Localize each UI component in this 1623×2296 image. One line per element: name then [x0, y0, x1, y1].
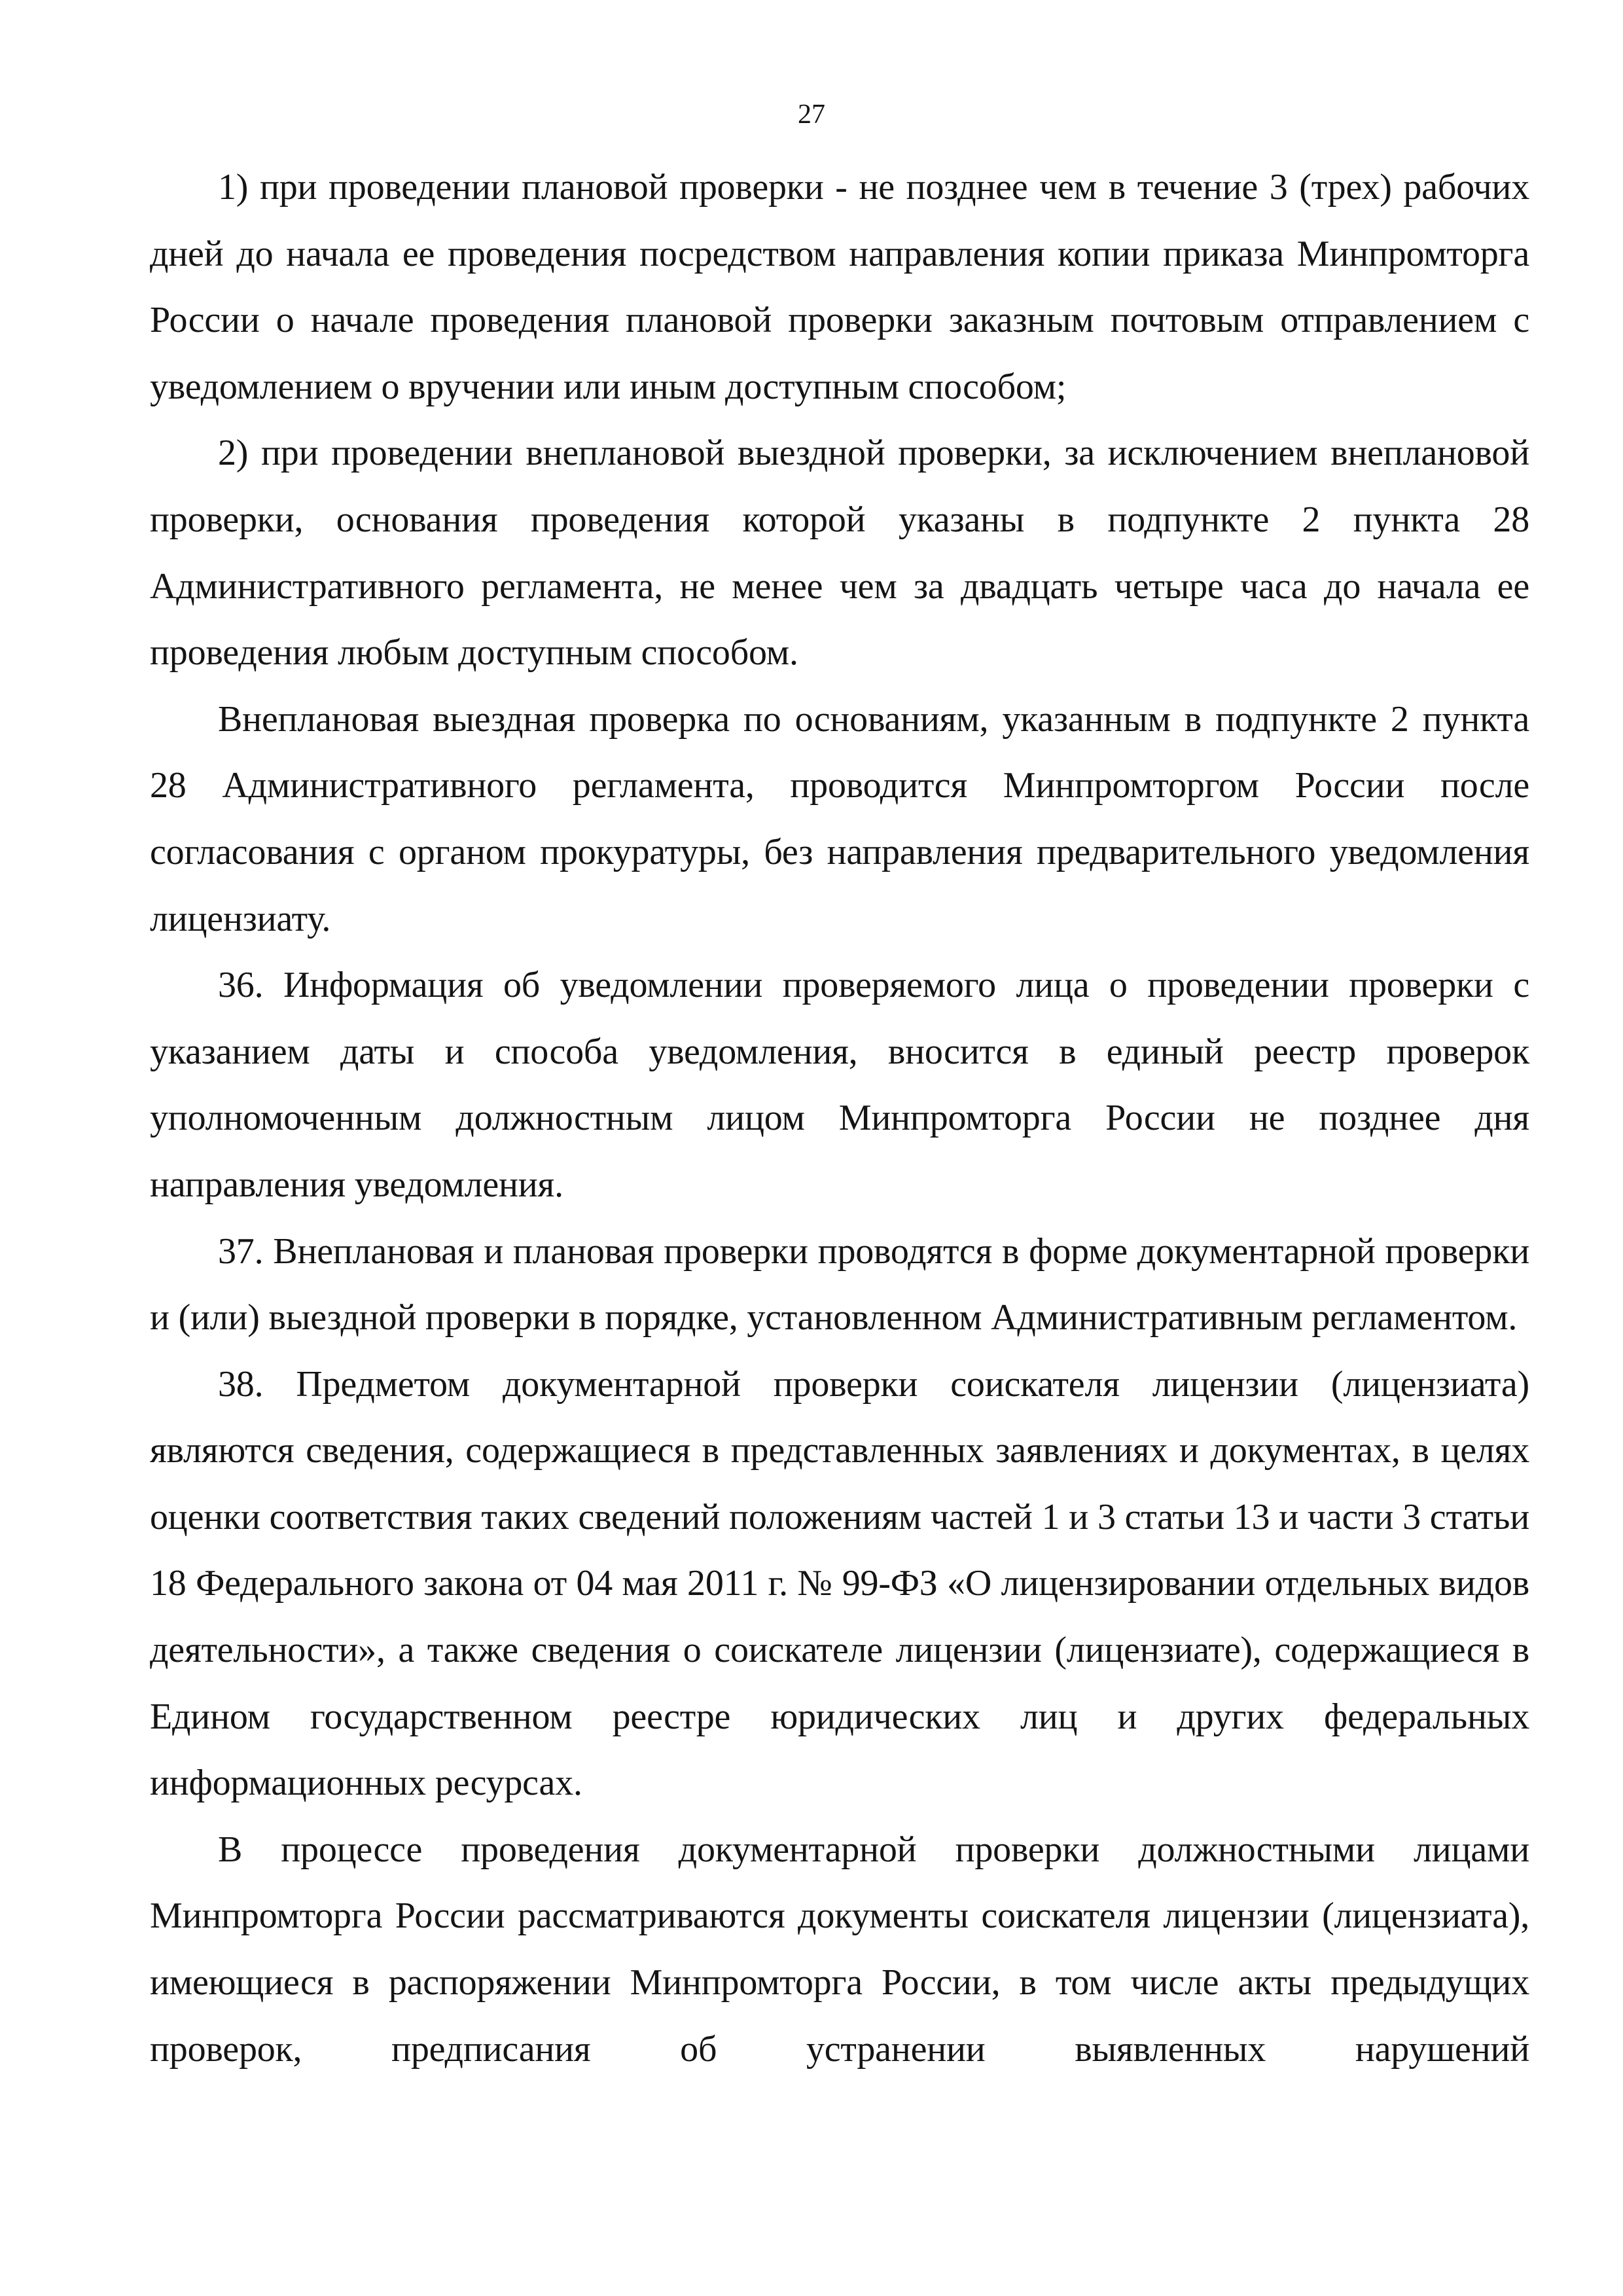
document-body [150, 154, 1529, 2083]
paragraph-item-2: 2) при проведении внеплановой выездной проверки, за исключением внеплановой проверки, основания проведения которой указаны в подпункте 2 пункта 28 Административного регламента, не менее чем за двадцать четыре часа до начала ее проведения любым доступным способом. [150, 433, 1529, 673]
paragraph-unscheduled-inspection: Внеплановая выездная проверка по основаниям, указанным в подпункте 2 пункта 28 Административного регламента, проводится Минпромторгом России после согласования с органом прокуратуры, без направления предварительного уведомления лицензиату. [150, 698, 1529, 939]
paragraph-item-1: 1) при проведении плановой проверки - не позднее чем в течение 3 (трех) рабочих дней до начала ее проведения посредством направления копии приказа Минпромторга России о начале проведения плановой проверки заказным почтовым отправлением с уведомлением о вручении или иным доступным способом; [150, 167, 1529, 407]
paragraph-36: 36. Информация об уведомлении проверяемого лица о проведении проверки с указанием даты и способа уведомления, вносится в единый реестр проверок уполномоченным должностным лицом Минпромторга России не позднее дня направления уведомления. [150, 965, 1529, 1205]
paragraph-38: 38. Предметом документарной проверки соискателя лицензии (лицензиата) являются сведения, содержащиеся в представленных заявлениях и документах, в целях оценки соответствия таких сведений положениям частей 1 и 3 статьи 13 и части 3 статьи 18 Федерального закона от 04 мая 2011 г. № 99-ФЗ «О лицензировании отдельных видов деятельности», а также сведения о соискателе лицензии (лицензиате), содержащиеся в Едином государственном реестре юридических лиц и других федеральных информационных ресурсах. [150, 1363, 1529, 1804]
paragraph-37: 37. Внеплановая и плановая проверки проводятся в форме документарной проверки и (или) выездной проверки в порядке, установленном Административным регламентом. [150, 1230, 1529, 1338]
paragraph-documentary-review: В процессе проведения документарной проверки должностными лицами Минпромторга России рассматриваются документы соискателя лицензии (лицензиата), имеющиеся в распоряжении Минпромторга России, в том числе акты предыдущих проверок, предписания об устранении выявленных нарушений [150, 1829, 1529, 2070]
page-number: 27 [798, 99, 825, 130]
